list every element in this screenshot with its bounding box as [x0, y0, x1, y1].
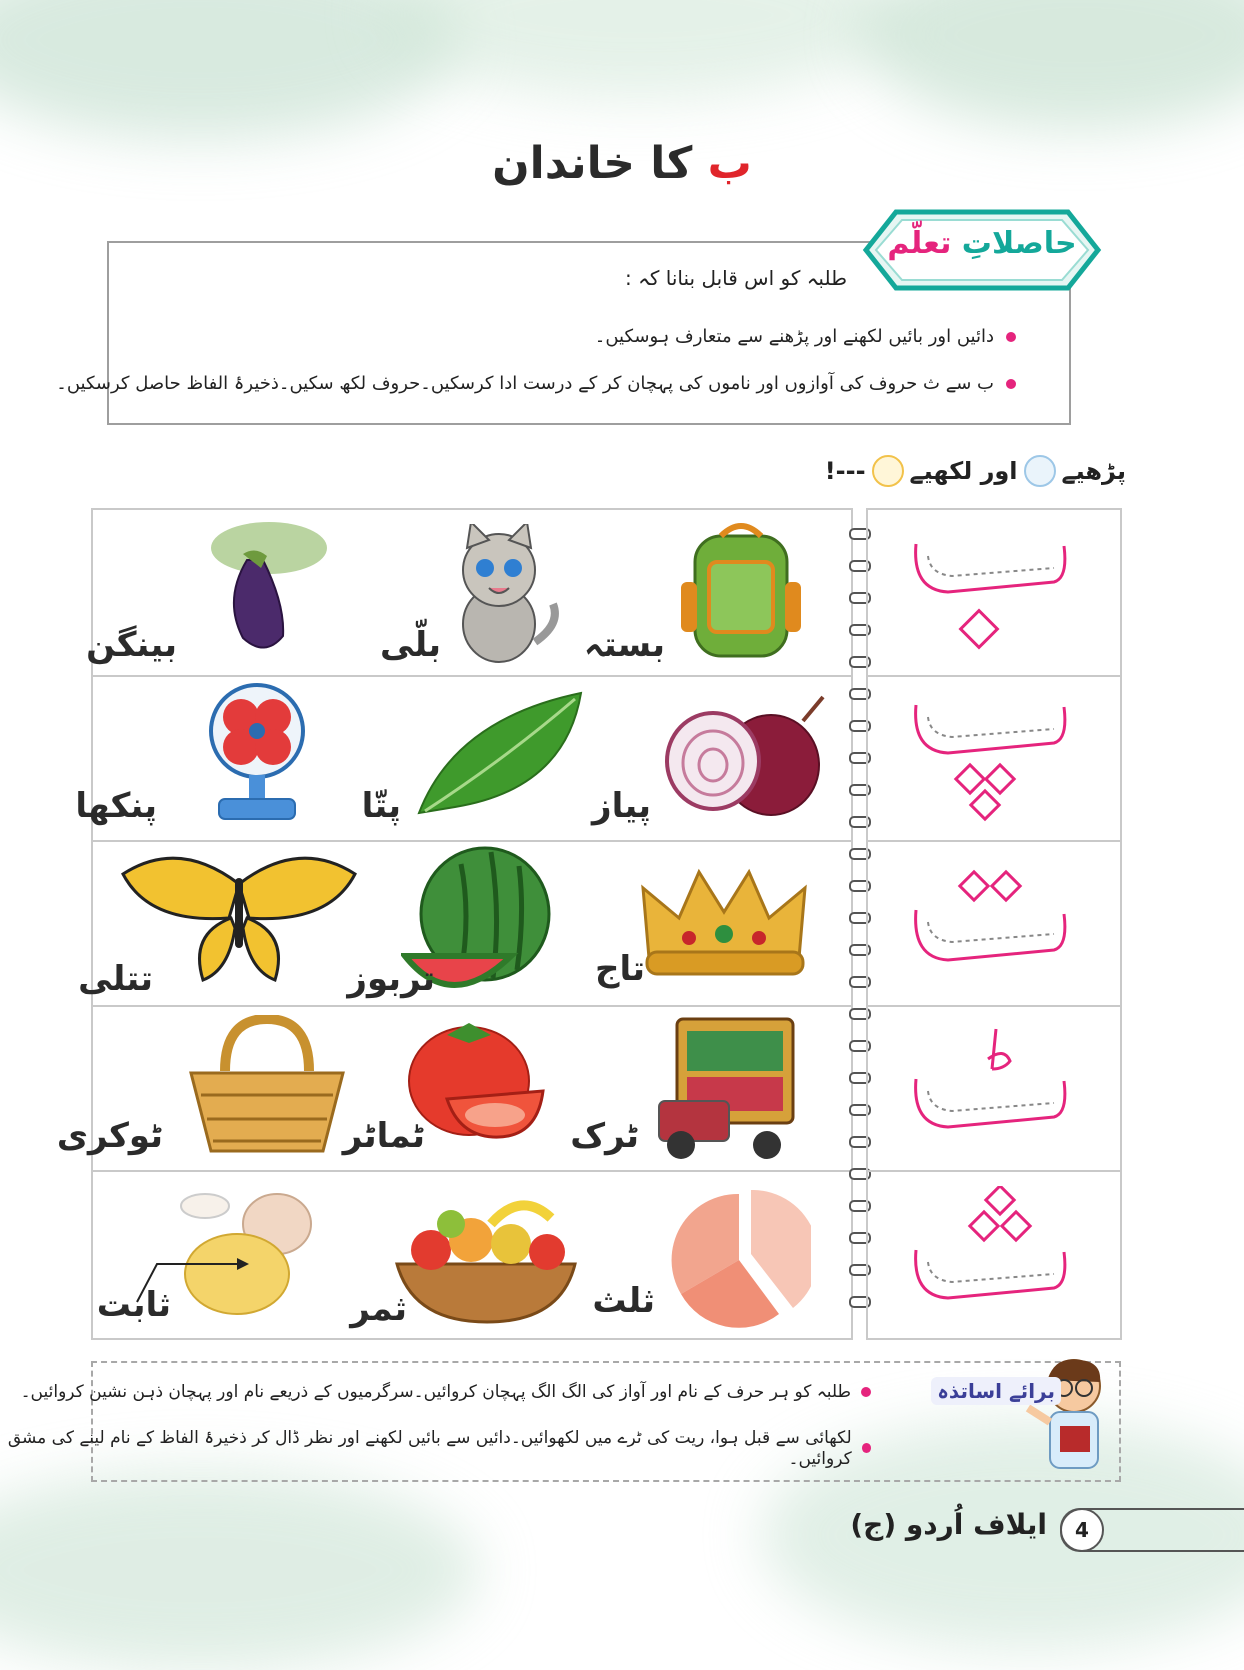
word-cell: [351, 510, 601, 675]
word-cell: [594, 840, 851, 1005]
instruction: [825, 455, 1126, 487]
butterfly-icon: [119, 844, 359, 984]
teacher-note: [21, 1381, 871, 1402]
word-label: بلّی: [379, 625, 441, 665]
word-label: تاج: [594, 949, 645, 989]
bullet-icon: [862, 1443, 871, 1453]
letter-tracing-column: [866, 508, 1122, 1340]
picture-grid: [56, 508, 853, 1340]
notebook-spiral: [849, 520, 867, 1330]
teacher-note-text: طلبہ کو ہر حرف کے نام اور آواز کی الگ الگ پہچان کروائیں۔سرگرمیوں کے ذریعے نام اور پہچان ذہن نشین کروائیں۔: [20, 1382, 851, 1402]
word-label: ثابت: [96, 1285, 171, 1325]
word-label: ثلث: [592, 1281, 655, 1321]
book-icon: [1024, 455, 1056, 487]
word-label: ثمر: [350, 1289, 407, 1329]
word-cell: [583, 510, 851, 675]
instruction-write: اور لکھیے: [909, 457, 1018, 485]
outcome-text: دائیں اور بائیں لکھنے اور پڑھنے سے متعارف ہوسکیں۔: [594, 326, 994, 347]
word-cell: [97, 1170, 351, 1335]
word-cell: [351, 675, 601, 840]
tracing-letter-tta: [908, 1025, 1078, 1155]
word-row: [78, 840, 851, 1007]
learning-outcomes-badge: [862, 208, 1102, 292]
outcomes-lead: طلبہ کو اس قابل بنانا کہ :: [625, 266, 847, 290]
word-label: بستہ: [583, 625, 665, 665]
for-teachers-label: برائے اساتذہ: [931, 1377, 1061, 1405]
badge-text-b: تعلّم: [887, 226, 952, 261]
word-cell: [570, 1005, 851, 1170]
word-label: بینگن: [86, 625, 177, 665]
tracing-letter-pa: [908, 691, 1078, 831]
word-row: [75, 675, 851, 842]
bullet-icon: [861, 1387, 871, 1397]
word-cell: [592, 1170, 851, 1335]
tracing-letter-ta: [908, 866, 1078, 986]
tracing-letter-ba: [908, 530, 1078, 660]
page-number: 4: [1060, 1508, 1104, 1552]
word-cell: [342, 1005, 601, 1170]
word-cell: [351, 1170, 601, 1335]
letter-row: [868, 510, 1120, 677]
bullet-icon: [1006, 379, 1016, 389]
word-cell: [347, 840, 601, 1005]
word-label: تتلی: [78, 959, 153, 999]
badge-text-a: حاصلاتِ: [951, 226, 1077, 261]
fruit-basket-icon: [391, 1194, 581, 1324]
pie-third-icon: [671, 1190, 811, 1330]
basket-icon: [187, 1015, 347, 1155]
crown-icon: [639, 862, 809, 982]
outcome-item: [56, 373, 1016, 394]
word-label: پیاز: [592, 786, 651, 826]
outcome-item: [595, 326, 1016, 347]
background-wash: [860, 0, 1244, 130]
cat-icon: [441, 524, 561, 664]
eggplant-icon: [203, 520, 333, 660]
word-cell: [592, 675, 851, 840]
teacher-note-text: لکھائی سے قبل ہوا، ریت کی ٹرے میں لکھوائیں۔دائیں سے بائیں لکھنے اور نظر ڈال کر ذخیرۂ الفاظ کے نام لینے کی مشق کروائیں۔: [7, 1428, 852, 1469]
pencil-icon: [872, 455, 904, 487]
word-label: ٹماٹر: [342, 1116, 425, 1156]
background-wash: [380, 0, 900, 100]
tomato-icon: [407, 1019, 547, 1149]
word-cell: [56, 1005, 351, 1170]
fan-icon: [201, 681, 311, 826]
letter-row: [868, 675, 1120, 842]
teacher-note: [0, 1427, 871, 1469]
letter-row: [868, 1170, 1120, 1335]
page-title: [0, 138, 1244, 189]
onion-icon: [653, 691, 833, 821]
school-bag-icon: [681, 522, 801, 662]
leaf-icon: [415, 689, 585, 819]
word-row: [86, 510, 851, 677]
word-label: پتّا: [361, 786, 401, 826]
instruction-read: پڑھیے: [1061, 457, 1126, 485]
letter-row: [868, 1005, 1120, 1172]
background-wash: [0, 1470, 480, 1670]
word-row: [93, 1170, 851, 1335]
word-cell: [78, 840, 351, 1005]
word-row: [56, 1005, 851, 1172]
tracing-letter-sa: [908, 1186, 1078, 1326]
word-label: پنکھا: [75, 786, 157, 826]
word-cell: [75, 675, 351, 840]
word-label: ٹوکری: [56, 1116, 163, 1156]
bullet-icon: [1006, 332, 1016, 342]
title-letter: ب: [707, 138, 752, 189]
truck-icon: [657, 1015, 797, 1165]
word-label: تربوز: [347, 959, 435, 999]
word-label: ٹرک: [570, 1116, 639, 1156]
word-cell: [86, 510, 351, 675]
title-text: کا خاندان: [492, 138, 708, 189]
teacher-character-icon: [1024, 1352, 1116, 1478]
book-title: ایلاف اُردو (ج): [850, 1508, 1047, 1541]
letter-row: [868, 840, 1120, 1007]
instruction-tail: ---!: [824, 457, 866, 485]
outcome-text: ب سے ث حروف کی آوازوں اور ناموں کی پہچان کر کے درست ادا کرسکیں۔حروف لکھ سکیں۔ذخیرۂ الفاظ حاصل کرسکیں۔: [56, 373, 994, 394]
